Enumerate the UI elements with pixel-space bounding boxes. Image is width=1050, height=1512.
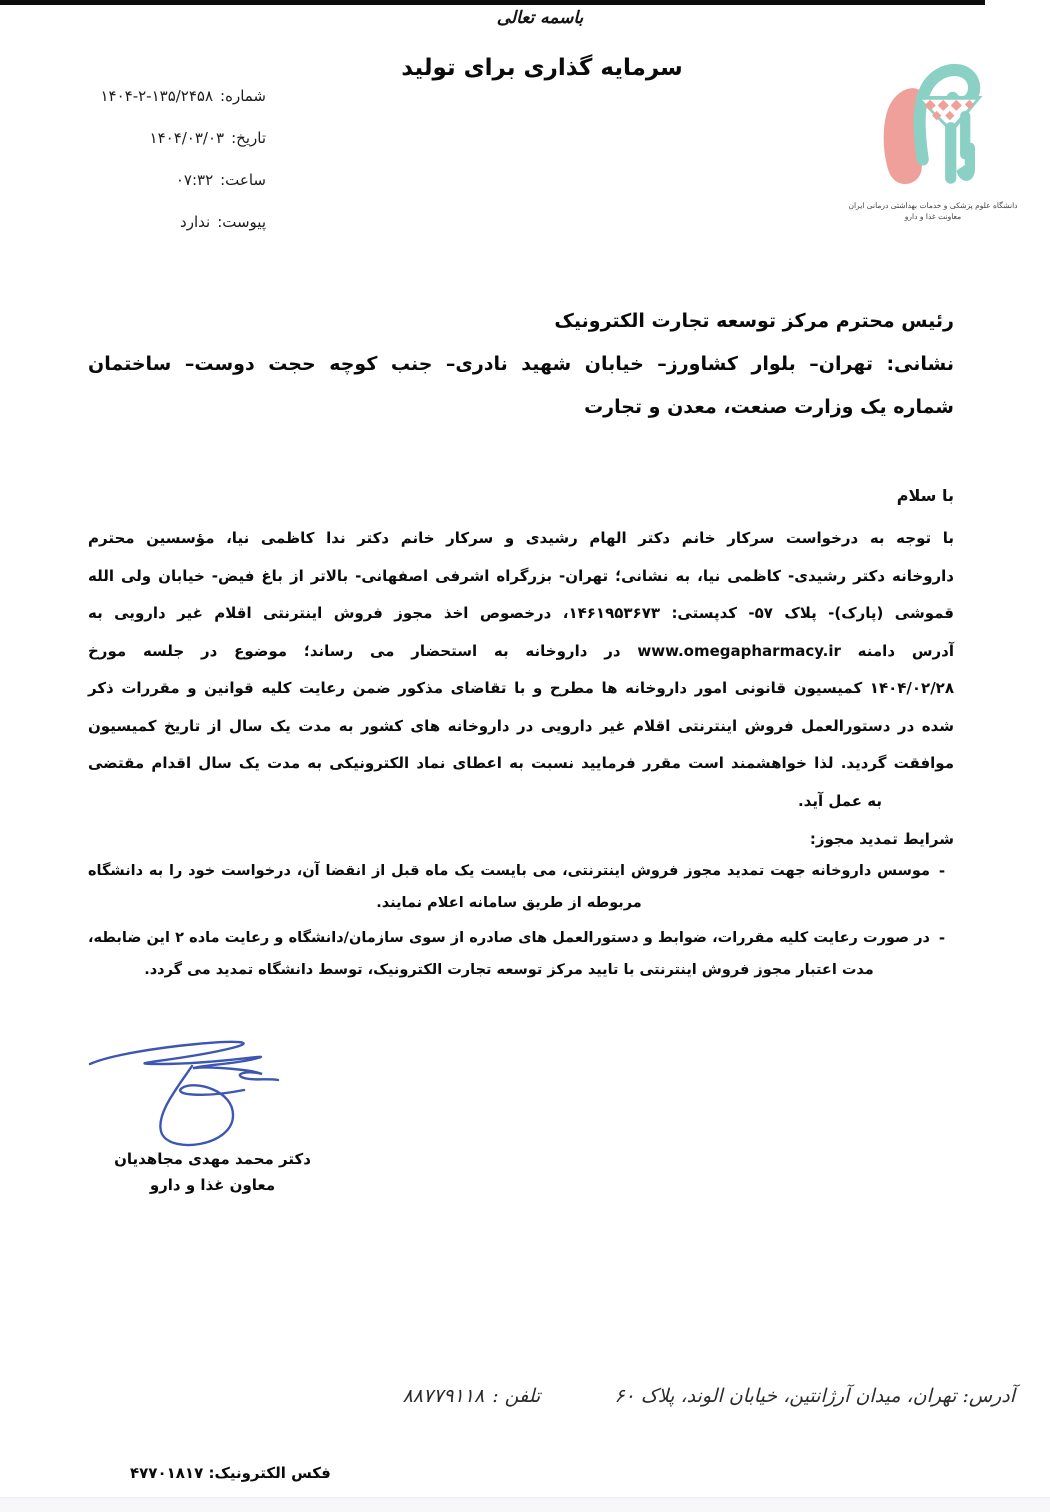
recipient-title: رئیس محترم مرکز توسعه تجارت الکترونیک [554, 310, 954, 332]
letter-meta-block [0, 86, 266, 254]
conditions-title: شرایط تمدید مجوز: [809, 830, 954, 848]
meta-date-row [0, 128, 266, 148]
footer-address: آدرس: تهران، میدان آرژانتین، خیابان الوند، پلاک ۶۰ [614, 1385, 1015, 1407]
signature-ink [90, 1042, 278, 1145]
signatory-name: دکتر محمد مهدی مجاهدیان [114, 1150, 311, 1168]
signature-scribble [82, 1028, 338, 1150]
body-line: ۱۴۰۴/۰۲/۲۸ کمیسیون قانونی امور داروخانه ها مطرح و با تقاضای مذکور ضمن رعایت کلیه قوانین و مقررات ذکر [88, 679, 954, 697]
meta-time-value: ۰۷:۳۲ [175, 171, 214, 189]
condition-bullet-2-text: در صورت رعایت کلیه مقررات، ضوابط و دستورالعمل های صادره از سوی سازمان/دانشگاه و رعایت ماده ۲ این ضابطه، مدت اعتبار مجوز فروش اینترنتی با تایید مرکز توسعه تجارت الکترونیک، توسط دانشگاه تمدید می گردد. [88, 930, 930, 978]
body-line: موافقت گردید. لذا خواهشمند است مقرر فرمایید نسبت به اعطای نماد الکترونیکی به مدت یک سال اقدام مقتضی [88, 754, 954, 772]
body-line: شده در دستورالعمل فروش اینترنتی اقلام غیر دارویی در داروخانه های کشور به مدت یک سال از تاریخ کمیسیون [88, 716, 954, 735]
meta-attachment-value: ندارد [180, 213, 211, 231]
university-logo [848, 48, 1018, 222]
meta-number-row [0, 86, 266, 106]
meta-time-label: ساعت: [220, 171, 266, 189]
body-line-last: به عمل آید. [797, 791, 882, 810]
bismillah-text: باسمه تعالی [496, 8, 584, 28]
recipient-block [88, 300, 954, 429]
meta-attachment-row [0, 212, 266, 232]
bullet-dash: - [938, 862, 946, 880]
meta-time-row [0, 170, 266, 190]
university-name: دانشگاه علوم پزشکی و خدمات بهداشتی درمانی ایران [848, 201, 1018, 210]
meta-date-label: تاریخ: [231, 129, 266, 147]
footer-fax: فکس الکترونیک: ۴۷۷۰۱۸۱۷ [130, 1464, 331, 1482]
signatory-role: معاون غذا و دارو [149, 1176, 276, 1194]
bullet-dash: - [938, 929, 946, 947]
meta-date-value: ۱۴۰۴/۰۳/۰۳ [149, 129, 225, 147]
deputy-name: معاونت غذا و دارو [904, 212, 962, 221]
body-line: داروخانه دکتر رشیدی- کاظمی نیا، به نشانی؛ تهران- بزرگراه اشرفی اصفهانی- بالاتر از باغ فیض- خیابان ولی الله [88, 566, 954, 585]
recipient-address-line1: نشانی: تهران– بلوار کشاورز– خیابان شهید نادری– جنب کوچه حجت دوست– ساختمان [88, 353, 954, 375]
scan-top-edge [0, 0, 985, 5]
body-line: با توجه به درخواست سرکار خانم دکتر الهام رشیدی و سرکار خانم دکتر ندا کاظمی نیا، مؤسسین محترم [88, 529, 954, 547]
body-line: آدرس دامنه www.omegapharmacy.ir در داروخانه به استحضار می رساند؛ موضوع در جلسه مورخ [88, 641, 954, 660]
footer-phone-label: تلفن : [492, 1385, 541, 1407]
scan-bottom-edge [0, 1497, 1050, 1512]
meta-attachment-label: پیوست: [217, 213, 266, 231]
condition-bullet-1 [88, 855, 954, 919]
letterhead-title: سرمایه گذاری برای تولید [401, 55, 683, 81]
signatory-block [95, 1146, 330, 1198]
body-line: قموشی (پارک)- پلاک ۵۷- کدپستی: ۱۴۶۱۹۵۳۶۷۳، درخصوص اخذ مجوز فروش اینترنتی اقلام غیر دارویی به [88, 604, 954, 622]
condition-bullet-2 [88, 922, 954, 986]
footer-contact-line [120, 1385, 1015, 1407]
meta-number-label: شماره: [220, 87, 266, 105]
footer-phone [403, 1385, 541, 1407]
logo-teal-drop [956, 143, 975, 181]
letter-body [88, 483, 954, 986]
condition-bullet-1-text: موسس داروخانه جهت تمدید مجوز فروش اینترنتی، می بایست یک ماه قبل از انقضا آن، درخواست خود را به دانشگاه مربوطه از طریق سامانه اعلام نمایند. [88, 863, 930, 911]
meta-number-value: ۱۴۰۴-۲-۱۳۵/۲۴۵۸ [100, 87, 214, 105]
university-logo-icon [863, 48, 1003, 200]
recipient-address-line2: شماره یک وزارت صنعت، معدن و تجارت [584, 396, 954, 418]
salutation: با سلام [896, 486, 954, 505]
footer-phone-value: ۸۸۷۷۹۱۱۸ [402, 1385, 485, 1407]
